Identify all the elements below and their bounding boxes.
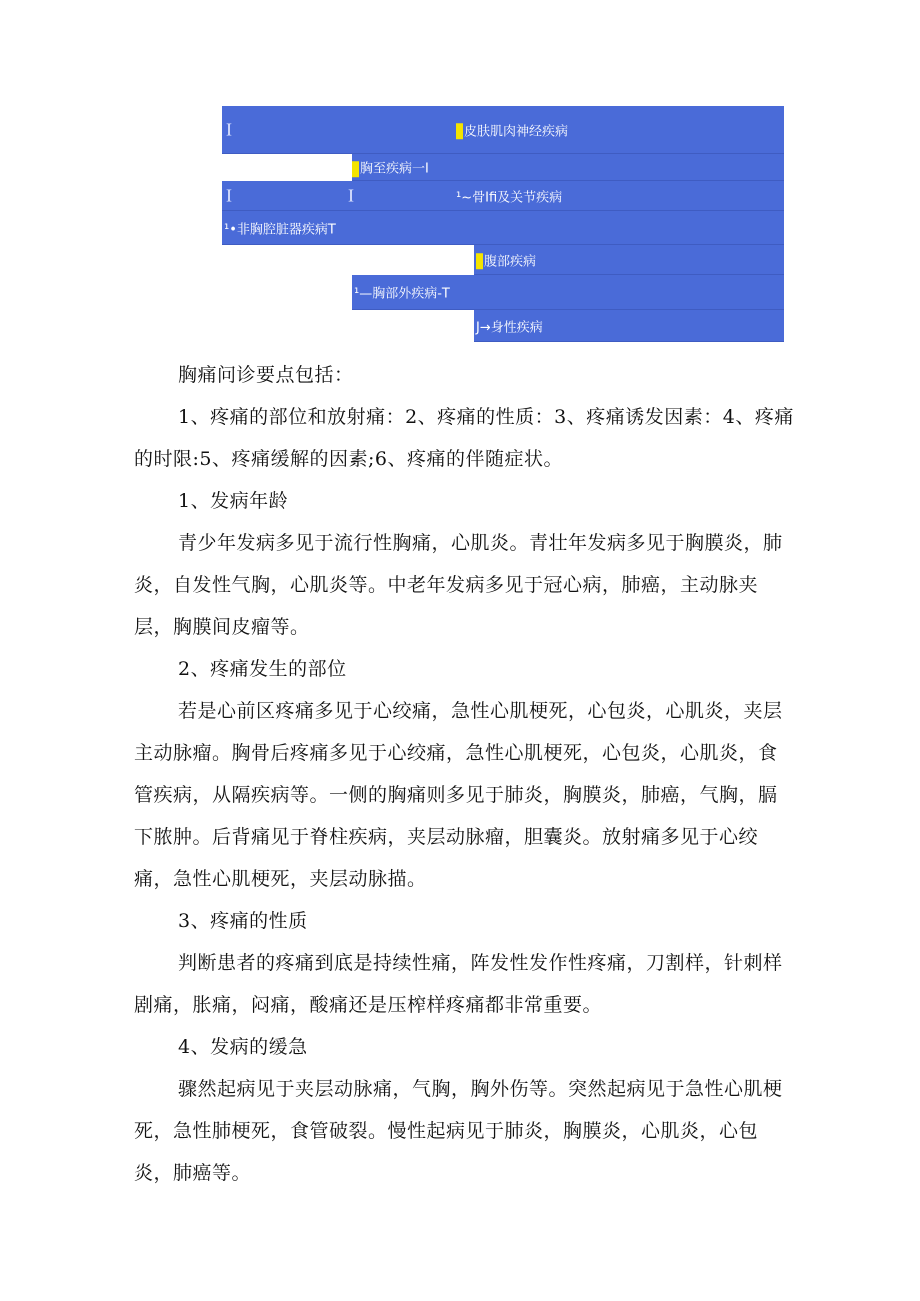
intro-heading: 胸痛问诊要点包括：	[178, 364, 354, 386]
diagram-row-bone-joint	[222, 181, 784, 211]
highlight-marker	[456, 123, 463, 139]
key-points-paragraph: 1、疼痛的部位和放射痛：2、疼痛的性质：3、疼痛诱发因素：4、疼痛的时限:5、疼痛缓解的因素;6、疼痛的伴随症状。	[134, 406, 794, 470]
onset-speed-paragraph: 骤然起病见于夹层动脉痛，气胸，胸外伤等。突然起病见于急性心肌梗死，急性肺梗死，食管破裂。慢性起病见于肺炎，胸膜炎，心肌炎，心包炎，肺癌等。	[134, 1078, 783, 1184]
diagram-label: ¹~骨Ifi及关节疾病	[456, 190, 563, 205]
diagram-label: 胸至疾病一I	[352, 157, 429, 177]
section-heading-pain-nature: 3、疼痛的性质	[178, 910, 308, 932]
diagram-row-non-thoracic-organ	[222, 211, 784, 245]
section-heading-onset-age: 1、发病年龄	[178, 490, 289, 512]
diagram-glyph: I	[226, 185, 232, 205]
onset-age-paragraph: 青少年发病多见于流行性胸痛，心肌炎。青壮年发病多见于胸膜炎，肺炎，自发性气胸，心肌炎等。中老年发病多见于冠心病，肺癌，主动脉夹层，胸膜间皮瘤等。	[134, 532, 783, 638]
section-heading-onset-speed: 4、发病的缓急	[178, 1036, 308, 1058]
diagram-label: 皮肤肌肉神经疾病	[456, 120, 568, 140]
diagram-row-abdominal	[474, 245, 784, 275]
diagram-glyph: I	[226, 119, 232, 139]
highlight-marker	[352, 161, 359, 177]
diagram-row-extra-thoracic	[352, 275, 784, 310]
diagram-label: ¹—胸部外疾病-T	[354, 286, 450, 302]
pain-nature-paragraph: 判断患者的疼痛到底是持续性痛，阵发性发作性疼痛，刀割样，针刺样剧痛，胀痛，闷痛，酸痛还是压榨样疼痛都非常重要。	[134, 952, 783, 1016]
diagram-label: ¹•非胸腔脏器疾病T	[224, 222, 336, 237]
chest-pain-cause-diagram	[0, 0, 920, 350]
diagram-label: J→身性疾病	[476, 320, 543, 335]
diagram-glyph: I	[348, 185, 354, 205]
highlight-marker	[476, 253, 483, 269]
diagram-row-skin-muscle-nerve	[222, 106, 784, 154]
diagram-label: 腹部疾病	[476, 250, 536, 270]
diagram-row-chest-disease	[352, 154, 784, 181]
pain-location-paragraph: 若是心前区疼痛多见于心绞痛，急性心肌梗死，心包炎，心肌炎，夹层主动脉瘤。胸骨后疼痛多见于心绞痛，急性心肌梗死，心包炎，心肌炎，食管疾病，从隔疾病等。一侧的胸痛则多见于肺炎，胸膜炎，肺癌，气胸，膈下脓肿。后背痛见于脊柱疾病，夹层动脉瘤，胆囊炎。放射痛多见于心绞痛，急性心肌梗死，夹层动脉描。	[134, 700, 783, 890]
section-heading-pain-location: 2、疼痛发生的部位	[178, 658, 347, 680]
diagram-row-systemic	[474, 310, 784, 342]
